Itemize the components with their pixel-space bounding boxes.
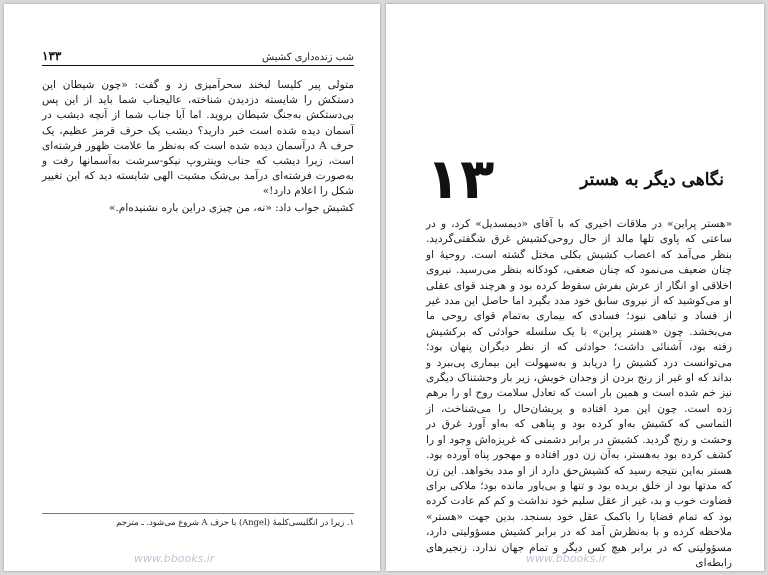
page-number: ۱۳۳ [42, 49, 62, 63]
left-page [4, 4, 380, 571]
watermark: www.bbooks.ir [526, 552, 607, 565]
left-page-body [42, 78, 354, 216]
footnote: ۱. زیرا در انگلیسی‌کلمهٔ (Angel) با حرف A شروع می‌شود. ـ مترجم [116, 517, 354, 527]
right-page-body [426, 217, 732, 571]
watermark: www.bbooks.ir [134, 552, 215, 565]
running-header-title: شب زنده‌داری کشیش [262, 52, 354, 63]
body-paragraph: متولی پیر کلیسا لبخند سحرآمیزی زد و گفت: «چون شیطان این دستکش را شایسته دزدیدن شناخته، عالیجناب شما باید از این پس بی‌دستکش به‌جنگ شیطان بروید. اما آیا جناب شما از آنچه دیشب در آسمان دیده شده است خبر دارید؟ دیشب یک حرف قرمز عظیم، یک حرف A درآسمان دیده شده است که به‌نظر ما علامت ظهور فرشته‌ای است، زیرا دیشب که جناب وینتروپ نیکو-سرشت به‌آسمانها رفت و به‌صورت فرشته‌ای درآمد بی‌شک مشیت الهی شایسته دید که این تغییر شکل را اعلام دارد!» [42, 79, 354, 198]
chapter-number: ۱۳ [426, 147, 495, 212]
chapter-title: نگاهی دیگر به هستر [580, 170, 724, 190]
running-header [42, 48, 354, 66]
body-paragraph: «هستر پراین» در ملاقات اخیری که با آقای «دیمسدیل» کرد، و در ساعتی که پاوی تلها مالد از حال روحی‌کشیش غرق شگفتی‌گردید. بنظر می‌آمد که اعصاب کشیش بکلی مختل گشته است. روحیهٔ او چنان ضعیف می‌نمود که چنان ضعفی، کودکانه بنظر می‌رسید. نیروی اخلاقی او انگار از عرش بفرش سقوط کرده بود و هرچند قوای عقلی او می‌کوشید که از نیروی سابق خود مدد بگیرد اما حاصل این مدد غیر از فساد و تباهی نبود؛ فسادی که بیماری به‌تمام قوای روحی ما می‌بخشد. چون «هستر پراین» با یک سلسله حوادثی که برکشیش رفته بود، آشنائی داشت؛ حوادثی که از نظر دیگران پنهان بود؛ می‌توانست درد کشیش را دریابد و به‌سهولت این بیماری پی‌ببرد و بداند که او غیر از رنج بردن از وجدان خویش، زیر بار وحشتناک دیگری نیز خم شده است و همین بار است که تعادل سلامت روح او را برهم زده است. چون این مرد افتاده و پریشان‌حال را می‌شناخت، از التماسی که کشیش به‌او کرده بود و پناهی که به‌او آورد غرق در وحشت و رنج گردید. کشیش در برابر دشمنی که غریزه‌اش وجود او را کشف کرده بود به‌هستر، به‌آن زن دور افتاده و مهجور پناه آورده بود. هستر به‌این نتیجه رسید که کشیش‌حق دارد از او مدد بخواهد. این زن که مدتها بود از خلق بریده بود و تنها و بی‌یاور مانده بود؛ ملاکی برای قضاوت خوب و بد، غیر از عقل سلیم خود نداشت و کم کم عادت کرده بود که تمام قضایا را باکمک عقل خود بسنجد. بدین جهت «هستر» ملاحظه کرده و با به‌نظرش آمد که در برابر کشیش مسؤولیتی دارد، مسؤولیتی که در برابر هیچ کس دیگر و تمام جهان ندارد. زنجیرهای رابطه‌ای [426, 218, 732, 569]
closing-paragraph: کشیش جواب داد: «نه، من چیزی دراین باره نشنیده‌ام.» [108, 201, 354, 214]
footnote-divider [42, 513, 354, 514]
right-page [386, 4, 764, 571]
